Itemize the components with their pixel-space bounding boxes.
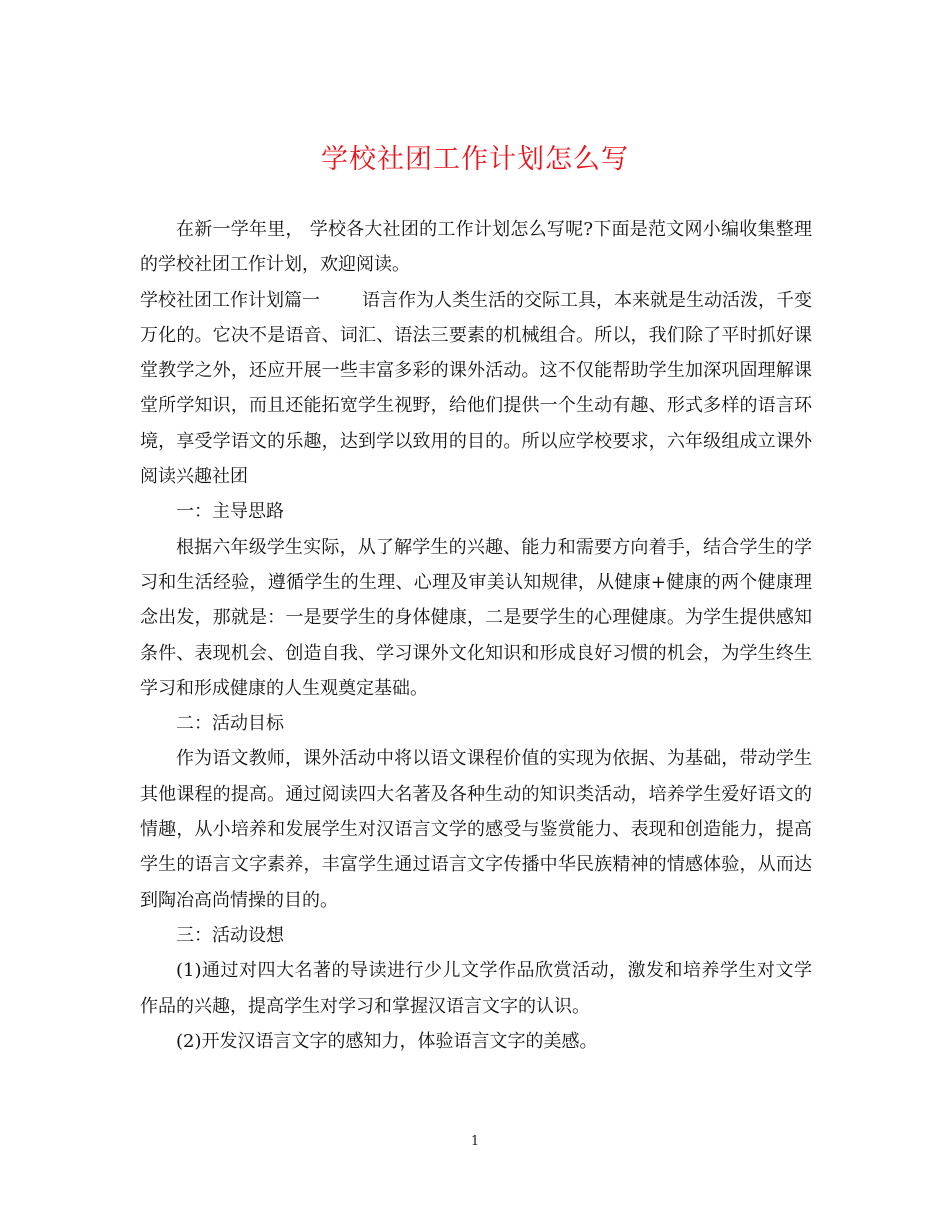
section1-paragraph: 根据六年级学生实际，从了解学生的兴趣、能力和需要方向着手，结合学生的学习和生活经验，遵循学生的生理、心理及审美认知规律，从健康+健康的两个健康理念出发，那就是：一是要学生的身体健康，二是要学生的心理健康。为学生提供感知条件、表现机会、创造自我、学习课外文化知识和形成良好习惯的机会，为学生终生学习和形成健康的人生观奠定基础。: [140, 536, 812, 699]
section1-heading: 一：主导思路: [176, 501, 284, 523]
document-title: 学校社团工作计划怎么写: [321, 144, 629, 175]
intro-paragraph: 在新一学年里， 学校各大社团的工作计划怎么写呢?下面是范文网小编收集整理的学校社团工作计划，欢迎阅读。: [140, 219, 812, 276]
plan-heading: 学校社团工作计划篇一: [140, 289, 320, 311]
section2-paragraph: 作为语文教师，课外活动中将以语文课程价值的实现为依据、为基础，带动学生其他课程的提高。通过阅读四大名著及各种生动的知识类活动，培养学生爱好语文的情趣，从小培养和发展学生对汉语言文学的感受与鉴赏能力、表现和创造能力，提高学生的语言文字素养，丰富学生通过语言文字传播中华民族精神的情感体验，从而达到陶冶高尚情操的目的。: [140, 748, 812, 911]
list-item-2: (2)开发汉语言文字的感知力，体验语言文字的美感。: [176, 1030, 598, 1052]
page-number: 1: [470, 1134, 480, 1149]
plan-paragraph: [140, 283, 812, 495]
section3-heading: 三：活动设想: [176, 924, 284, 946]
list-item-1: (1)通过对四大名著的导读进行少儿文学作品欣赏活动，激发和培养学生对文学作品的兴趣，提高学生对学习和掌握汉语言文字的认识。: [140, 960, 812, 1017]
plan-text: 语言作为人类生活的交际工具，本来就是生动活泼，千变万化的。它决不是语音、词汇、语法三要素的机械组合。所以，我们除了平时抓好课堂教学之外，还应开展一些丰富多彩的课外活动。这不仅能帮助学生加深巩固理解课堂所学知识，而且还能拓宽学生视野，给他们提供一个生动有趣、形式多样的语言环境，享受学语文的乐趣，达到学以致用的目的。所以应学校要求，六年级组成立课外阅读兴趣社团: [140, 289, 812, 488]
document-body: [140, 212, 812, 1059]
section2-heading: 二：活动目标: [176, 713, 284, 735]
